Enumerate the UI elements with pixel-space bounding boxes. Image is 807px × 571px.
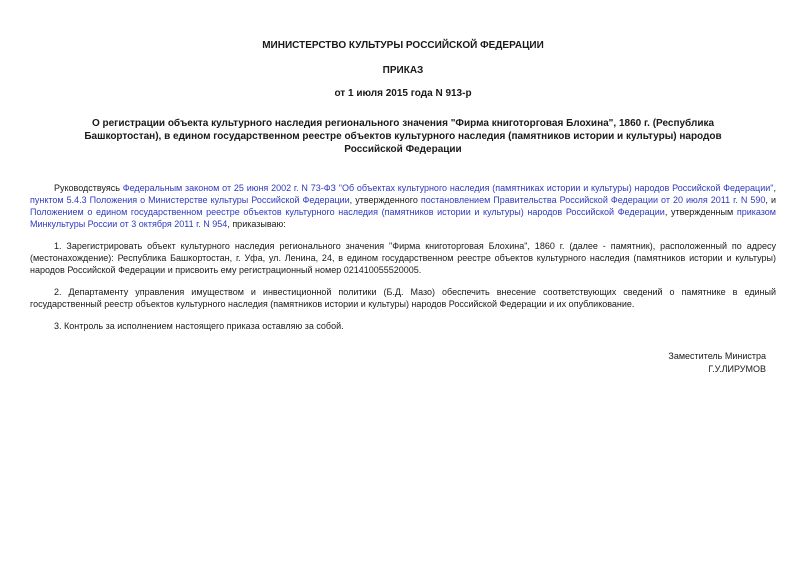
preamble-text: , и: [765, 195, 776, 205]
preamble-text: ,: [773, 183, 776, 193]
preamble-text: Руководствуясь: [54, 183, 123, 193]
signature-block: [30, 350, 776, 376]
order-item: 1. Зарегистрировать объект культурного наследия регионального значения "Фирма книготорговая Блохина", 1860 г. (далее - памятник), расположенный по адресу (местонахождение): Республика Башкортостан, г. Уфа, ул. Ленина, 24, в едином государственном реестре объектов культурного наследия (памятников истории и культуры) народов Российской Федерации и присвоить ему регистрационный номер 021410055520005.: [30, 241, 776, 275]
preamble-text: , приказываю:: [227, 219, 286, 229]
legal-link[interactable]: постановлением Правительства Российской Федерации от 20 июля 2011 г. N 590: [420, 195, 766, 205]
ministry-name: МИНИСТЕРСТВО КУЛЬТУРЫ РОССИЙСКОЙ ФЕДЕРАЦИИ: [262, 40, 544, 51]
legal-link[interactable]: Федеральным законом от 25 июня 2002 г. N 73-ФЗ "Об объектах культурного наследия (памятниках истории и культуры) народов Российской Федерации": [122, 183, 774, 193]
preamble-text: , утвержденного: [349, 195, 421, 205]
order-item: 2. Департаменту управления имуществом и инвестиционной политики (Б.Д. Мазо) обеспечить внесение соответствующих сведений о памятнике в единый государственный реестр объектов культурного наследия (памятников истории и культуры) народов Российской Федерации и их опубликование.: [30, 287, 776, 309]
legal-link[interactable]: приказом Минкультуры России от 3 октября 2011 г. N 954: [30, 207, 776, 229]
legal-link[interactable]: пунктом 5.4.3 Положения о Министерстве культуры Российской Федерации: [30, 195, 350, 205]
document-header: [30, 40, 776, 100]
order-item: 3. Контроль за исполнением настоящего приказа оставляю за собой.: [54, 321, 344, 331]
signer-position: Заместитель Министра: [668, 351, 766, 361]
preamble-text: , утвержденным: [664, 207, 737, 217]
legal-link[interactable]: Положением о едином государственном реестре объектов культурного наследия (памятников истории и культуры) народов Российской Федерации: [30, 207, 665, 217]
order-items: [30, 240, 776, 332]
preamble-paragraph: [30, 182, 776, 230]
document-title: О регистрации объекта культурного наследия регионального значения "Фирма книготорговая Блохина", 1860 г. (Республика Башкортостан), в едином государственном реестре объектов культурного наследия (памятников истории и культуры) народов Российской Федерации: [84, 118, 722, 155]
document-type: ПРИКАЗ: [382, 65, 424, 76]
signer-name: Г.У.ЛИРУМОВ: [708, 364, 766, 374]
document-date-number: от 1 июля 2015 года N 913-р: [334, 88, 472, 99]
